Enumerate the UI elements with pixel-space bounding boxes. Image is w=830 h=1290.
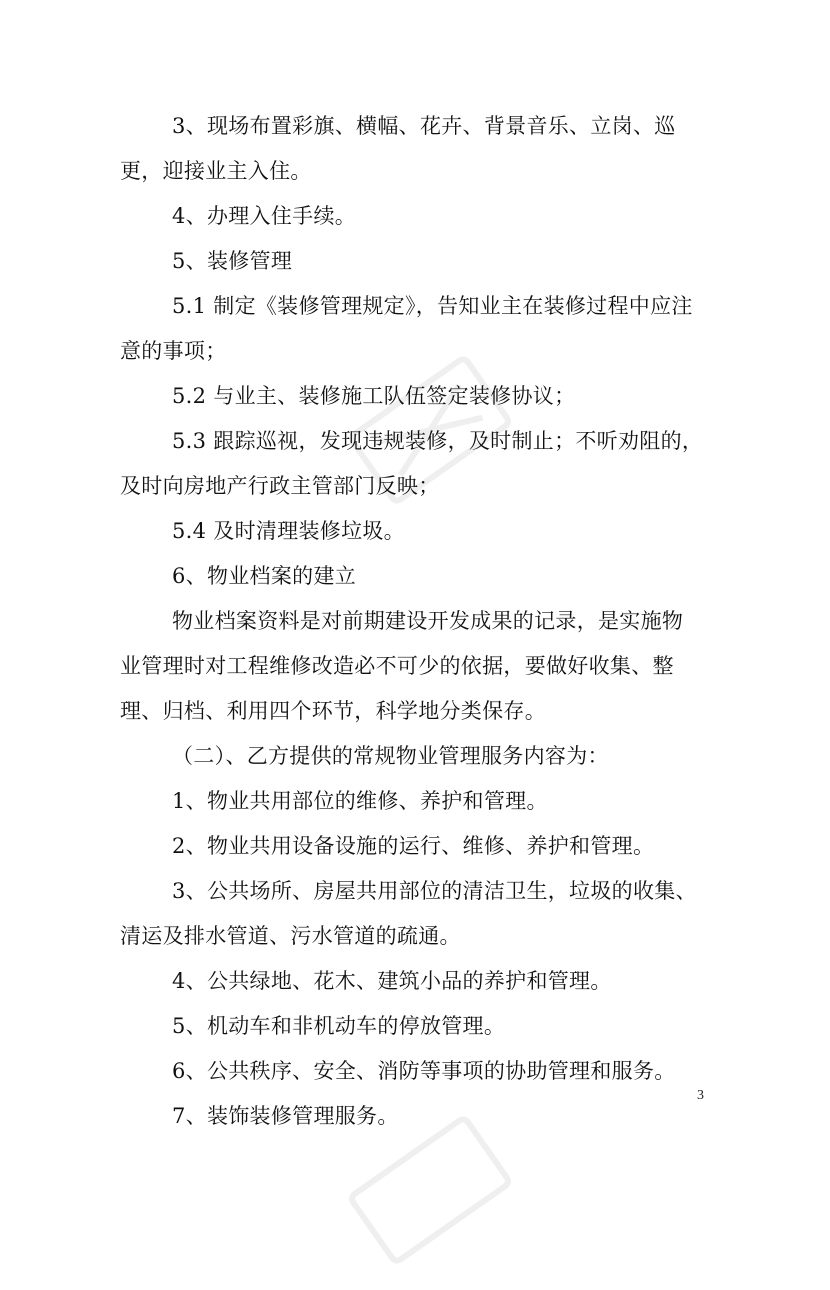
- paragraph: [120, 104, 720, 194]
- paragraph-line: 5、装修管理: [172, 249, 293, 273]
- paragraph: [120, 284, 720, 374]
- paragraph-line: 物业档案资料是对前期建设开发成果的记录，是实施物: [172, 609, 684, 633]
- paragraph: [120, 419, 720, 509]
- paragraph-line: 理、归档、利用四个环节，科学地分类保存。: [120, 699, 546, 723]
- paragraph-line: 4、公共绿地、花木、建筑小品的养护和管理。: [172, 969, 612, 993]
- paragraph: [120, 1049, 720, 1094]
- page-number: 3: [697, 1088, 704, 1103]
- paragraph-line: 3、现场布置彩旗、横幅、花卉、背景音乐、立岗、巡: [172, 114, 676, 138]
- paragraph: [120, 509, 720, 554]
- paragraph: [120, 374, 720, 419]
- paragraph: [120, 554, 720, 599]
- paragraph-line: 6、公共秩序、安全、消防等事项的协助管理和服务。: [172, 1059, 676, 1083]
- paragraph: [120, 779, 720, 824]
- paragraph-line: （二）、乙方提供的常规物业管理服务内容为：: [172, 744, 609, 768]
- paragraph-line: 3、公共场所、房屋共用部位的清洁卫生，垃圾的收集、: [172, 879, 697, 903]
- paragraph: [120, 824, 720, 869]
- paragraph-line: 业管理时对工程维修改造必不可少的依据，要做好收集、整: [120, 654, 674, 678]
- document-body: [120, 104, 720, 1139]
- paragraph: [120, 869, 720, 959]
- paragraph: [120, 599, 720, 734]
- paragraph: [120, 1004, 720, 1049]
- paragraph-line: 5.4 及时清理装修垃圾。: [172, 519, 405, 543]
- paragraph: [120, 1094, 720, 1139]
- paragraph-line: 5、机动车和非机动车的停放管理。: [172, 1014, 506, 1038]
- paragraph-line: 更，迎接业主入住。: [120, 159, 312, 183]
- paragraph: [120, 959, 720, 1004]
- paragraph: [120, 194, 720, 239]
- paragraph: [120, 239, 720, 284]
- paragraph-line: 意的事项；: [120, 339, 227, 363]
- paragraph-line: 4、办理入住手续。: [172, 204, 357, 228]
- paragraph-line: 清运及排水管道、污水管道的疏通。: [120, 924, 461, 948]
- paragraph-line: 2、物业共用设备设施的运行、维修、养护和管理。: [172, 834, 655, 858]
- paragraph-line: 5.1 制定《装修管理规定》，告知业主在装修过程中应注: [172, 294, 693, 318]
- paragraph-line: 5.2 与业主、装修施工队伍签定装修协议；: [172, 384, 576, 408]
- paragraph-line: 及时向房地产行政主管部门反映；: [120, 474, 440, 498]
- paragraph-line: 7、装饰装修管理服务。: [172, 1104, 399, 1128]
- paragraph-line: 5.3 跟踪巡视，发现违规装修，及时制止；不听劝阻的，: [172, 429, 704, 453]
- paragraph-line: 1、物业共用部位的维修、养护和管理。: [172, 789, 548, 813]
- paragraph-line: 6、物业档案的建立: [172, 564, 357, 588]
- paragraph: [120, 734, 720, 779]
